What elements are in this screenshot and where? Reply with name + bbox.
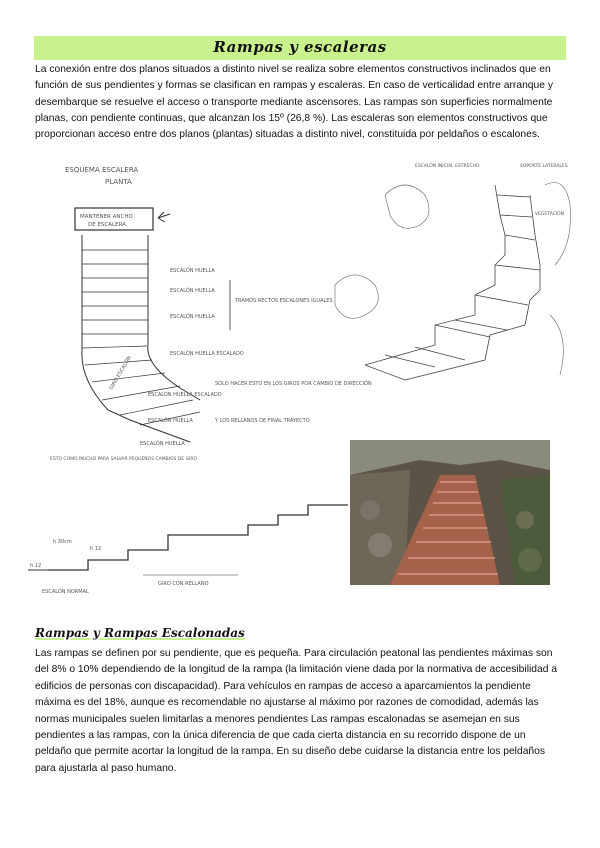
box-label-2: DE ESCALERA [88,222,126,228]
profile-caption-left: ESCALÓN NORMAL [42,589,89,595]
label-escalado-2: ESCALÓN HUELLA [148,418,193,424]
profile-dim-small: h 12 [90,546,102,552]
persp-label-right-2: VEGETACIÓN [535,212,565,217]
box-label-1: MANTENER ANCHO [80,214,133,220]
label-escalon-huella: ESCALÓN HUELLA [140,441,185,447]
stair-plan-sketch [30,160,372,470]
stair-outline [82,235,200,442]
note-2: Y LOS RELLANOS DE FINAL TRAYECTO [215,418,310,424]
plan-heading-2: PLANTA [105,178,132,186]
profile-dim-top: h 30cm [53,539,72,545]
label-huella-3: ESCALÓN HUELLA [170,314,215,320]
note-3: ESTO COMO MUCHO PARA SALVAR PEQUEÑOS CAMBIOS DE GIRO [50,457,198,462]
label-huella-1: ESCALÓN HUELLA [170,268,215,274]
arrow-icon [158,212,170,222]
stair-perspective-sketch [325,155,575,405]
page-title: Rampas y escaleras [213,38,387,56]
stair-perspective-lines [365,185,540,380]
title-bar [34,36,566,60]
label-huella-escalon: ESCALÓN HUELLA ESCALADO [170,351,244,357]
profile-dim-left: h 12 [30,563,42,569]
note-1: SOLO HACER ESTO EN LOS GIROS POR CAMBIO DE DIRECCIÓN [215,381,372,387]
label-huella-2: ESCALÓN HUELLA [170,288,215,294]
persp-label-top: ESCALÓN INICIAL ESTRECHO [415,164,480,169]
section-heading: Rampas y Rampas Escalonadas [35,626,245,640]
profile-caption-giro: GIRO CON RELLANO [158,581,209,587]
section-body: Las rampas se definen por su pendiente, que es pequeña. Para circulación peatonal las pendientes máximas son del 8% o 10% dependiendo de la longitud de la rampa (la limitación viene dada por la normativa de accesibilidad a edificios de personas con discapacidad). Para vehículos en rampas de acceso a aparcamientos la pendiente máxima es del 18%, aunque es recomendable no ajustarse al máximo por razones de comodidad, además las normas municipales suelen limitarlas a menores pendientes Las rampas escalonadas se asemejan en sus pendientes a las rampas, con la única diferencia de que cada cierta distancia en su recorrido dispone de un peldaño que permite acortar la longitud de la rampa. En su diseño debe cuidarse la distancia entre los peldaños para ajustarla al paso humano. [35,648,558,774]
stair-profile-sketch [28,475,348,605]
stair-photo [350,440,550,585]
persp-label-right: SOPORTE LATERALES [520,164,568,169]
profile-line [48,505,348,570]
intro-paragraph: La conexión entre dos planos situados a distinto nivel se realiza sobre elementos constructivos inclinados que en función de sus pendientes y formas se clasifican en rampas y escaleras. En caso de verticalidad entre arranque y desembarque se resuelve el acceso o transporte mediante ascensores. Las rampas son superficies normalmente planas, con pendiente continuas, que alcanzan los 15º (26,8 %). Las escaleras son elementos constructivos que proporcionan acceso entre dos planos (plantas) situadas a distinto nivel, constituida por peldaños o escalones. [35,64,553,141]
label-tramos: TRAMOS RECTOS ESCALONES IGUALES [235,298,333,304]
label-escalado-1: ESCALÓN HUELLA ESCALADO [148,392,222,398]
label-giro: GIRO ESCALÓN [108,355,133,391]
plan-heading-1: ESQUEMA ESCALERA [65,166,139,174]
